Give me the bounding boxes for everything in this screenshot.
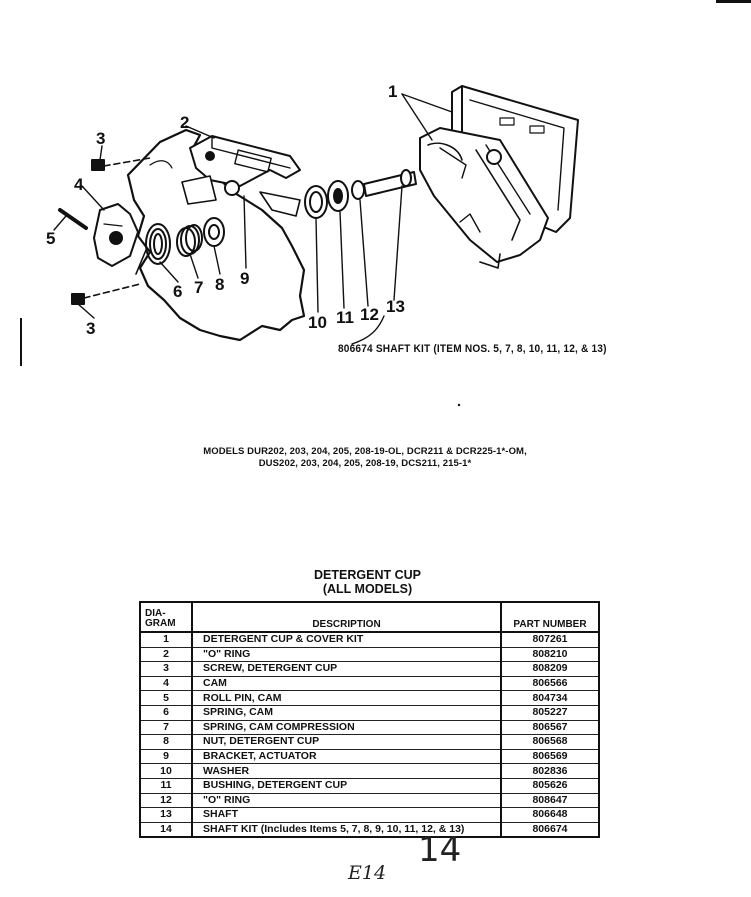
callout-4: 4 [74, 175, 84, 194]
callout-10: 10 [308, 313, 327, 332]
diagram-cell: 3 [140, 662, 192, 677]
lower-screw-part [72, 284, 140, 304]
diagram-cell: 13 [140, 808, 192, 823]
description-cell: BRACKET, ACTUATOR [192, 749, 501, 764]
description-cell: SPRING, CAM [192, 705, 501, 720]
callout-6: 6 [173, 282, 183, 301]
part-number-cell: 806569 [501, 749, 599, 764]
table-row [140, 778, 599, 793]
shaft-kit-note: 806674 SHAFT KIT (ITEM NOS. 5, 7, 8, 10, 11, 12, & 13) [338, 343, 607, 355]
part-number-cell: 805227 [501, 705, 599, 720]
table-header-row [140, 602, 599, 632]
callout-12: 12 [360, 305, 379, 324]
scan-edge-mark [20, 318, 22, 366]
description-column-header: DESCRIPTION [192, 602, 501, 632]
handwritten-page-code: E14 [348, 862, 387, 884]
callout-2: 2 [180, 113, 190, 132]
table-row [140, 662, 599, 677]
part-number-cell: 808210 [501, 647, 599, 662]
description-cell: BUSHING, DETERGENT CUP [192, 778, 501, 793]
description-cell: NUT, DETERGENT CUP [192, 735, 501, 750]
diagram-cell: 8 [140, 735, 192, 750]
diagram-cell: 6 [140, 705, 192, 720]
table-title-line-2: (ALL MODELS) [322, 582, 413, 596]
scan-corner-mark [716, 0, 751, 3]
description-cell: SHAFT KIT (Includes Items 5, 7, 8, 9, 10, 11, 12, & 13) [192, 822, 501, 837]
part-number-cell: 805626 [501, 778, 599, 793]
model-list-line-2: DUS202, 203, 204, 205, 208-19, DCS211, 215-1* [258, 458, 472, 469]
part-number-cell: 808209 [501, 662, 599, 677]
table-row [140, 632, 599, 647]
o-ring-part [352, 181, 364, 199]
part-number-cell: 806567 [501, 720, 599, 735]
handwritten-page-number: 14 [418, 830, 462, 870]
callout-3-lower: 3 [86, 319, 96, 338]
part-number-cell: 802836 [501, 764, 599, 779]
shaft-part [364, 170, 416, 196]
diagram-column-header [140, 602, 192, 632]
description-cell: "O" RING [192, 647, 501, 662]
bushing-part [328, 181, 348, 211]
parts-table-body [140, 632, 599, 837]
diagram-cell: 11 [140, 778, 192, 793]
callout-9: 9 [240, 269, 250, 288]
part-number-cell: 804734 [501, 691, 599, 706]
exploded-parts-diagram [0, 0, 751, 420]
description-cell: SHAFT [192, 808, 501, 823]
callout-3-upper: 3 [96, 129, 106, 148]
diagram-cell: 2 [140, 647, 192, 662]
description-cell: CAM [192, 676, 501, 691]
table-row [140, 793, 599, 808]
part-number-cell: 808647 [501, 793, 599, 808]
diagram-header-line-1: DIA- [145, 608, 166, 619]
diagram-cell: 12 [140, 793, 192, 808]
callout-13: 13 [386, 297, 405, 316]
description-cell: SPRING, CAM COMPRESSION [192, 720, 501, 735]
diagram-cell: 5 [140, 691, 192, 706]
description-cell: ROLL PIN, CAM [192, 691, 501, 706]
diagram-cell: 14 [140, 822, 192, 837]
description-cell: SCREW, DETERGENT CUP [192, 662, 501, 677]
description-cell: DETERGENT CUP & COVER KIT [192, 632, 501, 647]
diagram-header-line-2: GRAM [145, 618, 176, 629]
model-list [80, 446, 650, 470]
table-row [140, 808, 599, 823]
cam-part [94, 204, 138, 266]
callout-5: 5 [46, 229, 56, 248]
table-row [140, 822, 599, 837]
part-number-column-header: PART NUMBER [501, 602, 599, 632]
parts-table [139, 601, 600, 838]
table-row [140, 705, 599, 720]
callout-11: 11 [336, 308, 354, 327]
part-number-cell: 807261 [501, 632, 599, 647]
callout-8: 8 [215, 275, 225, 294]
detergent-cup-cover-part [420, 86, 578, 268]
table-row [140, 749, 599, 764]
diagram-cell: 10 [140, 764, 192, 779]
part-number-cell: 806566 [501, 676, 599, 691]
part-number-cell: 806648 [501, 808, 599, 823]
table-row [140, 764, 599, 779]
diagram-cell: 1 [140, 632, 192, 647]
table-title [235, 568, 500, 596]
description-cell: WASHER [192, 764, 501, 779]
table-row [140, 691, 599, 706]
table-title-line-1: DETERGENT CUP [314, 568, 421, 582]
table-row [140, 720, 599, 735]
table-row [140, 735, 599, 750]
callout-7: 7 [194, 278, 204, 297]
part-number-cell: 806568 [501, 735, 599, 750]
table-row [140, 647, 599, 662]
description-cell: "O" RING [192, 793, 501, 808]
washer-part [305, 186, 327, 218]
callout-1: 1 [388, 82, 398, 101]
model-list-line-1: MODELS DUR202, 203, 204, 205, 208-19-OL, DCR211 & DCR225-1*-OM, [203, 446, 527, 457]
part-number-cell: 806674 [501, 822, 599, 837]
table-row [140, 676, 599, 691]
nut-part [204, 218, 224, 246]
diagram-cell: 4 [140, 676, 192, 691]
diagram-cell: 9 [140, 749, 192, 764]
diagram-cell: 7 [140, 720, 192, 735]
